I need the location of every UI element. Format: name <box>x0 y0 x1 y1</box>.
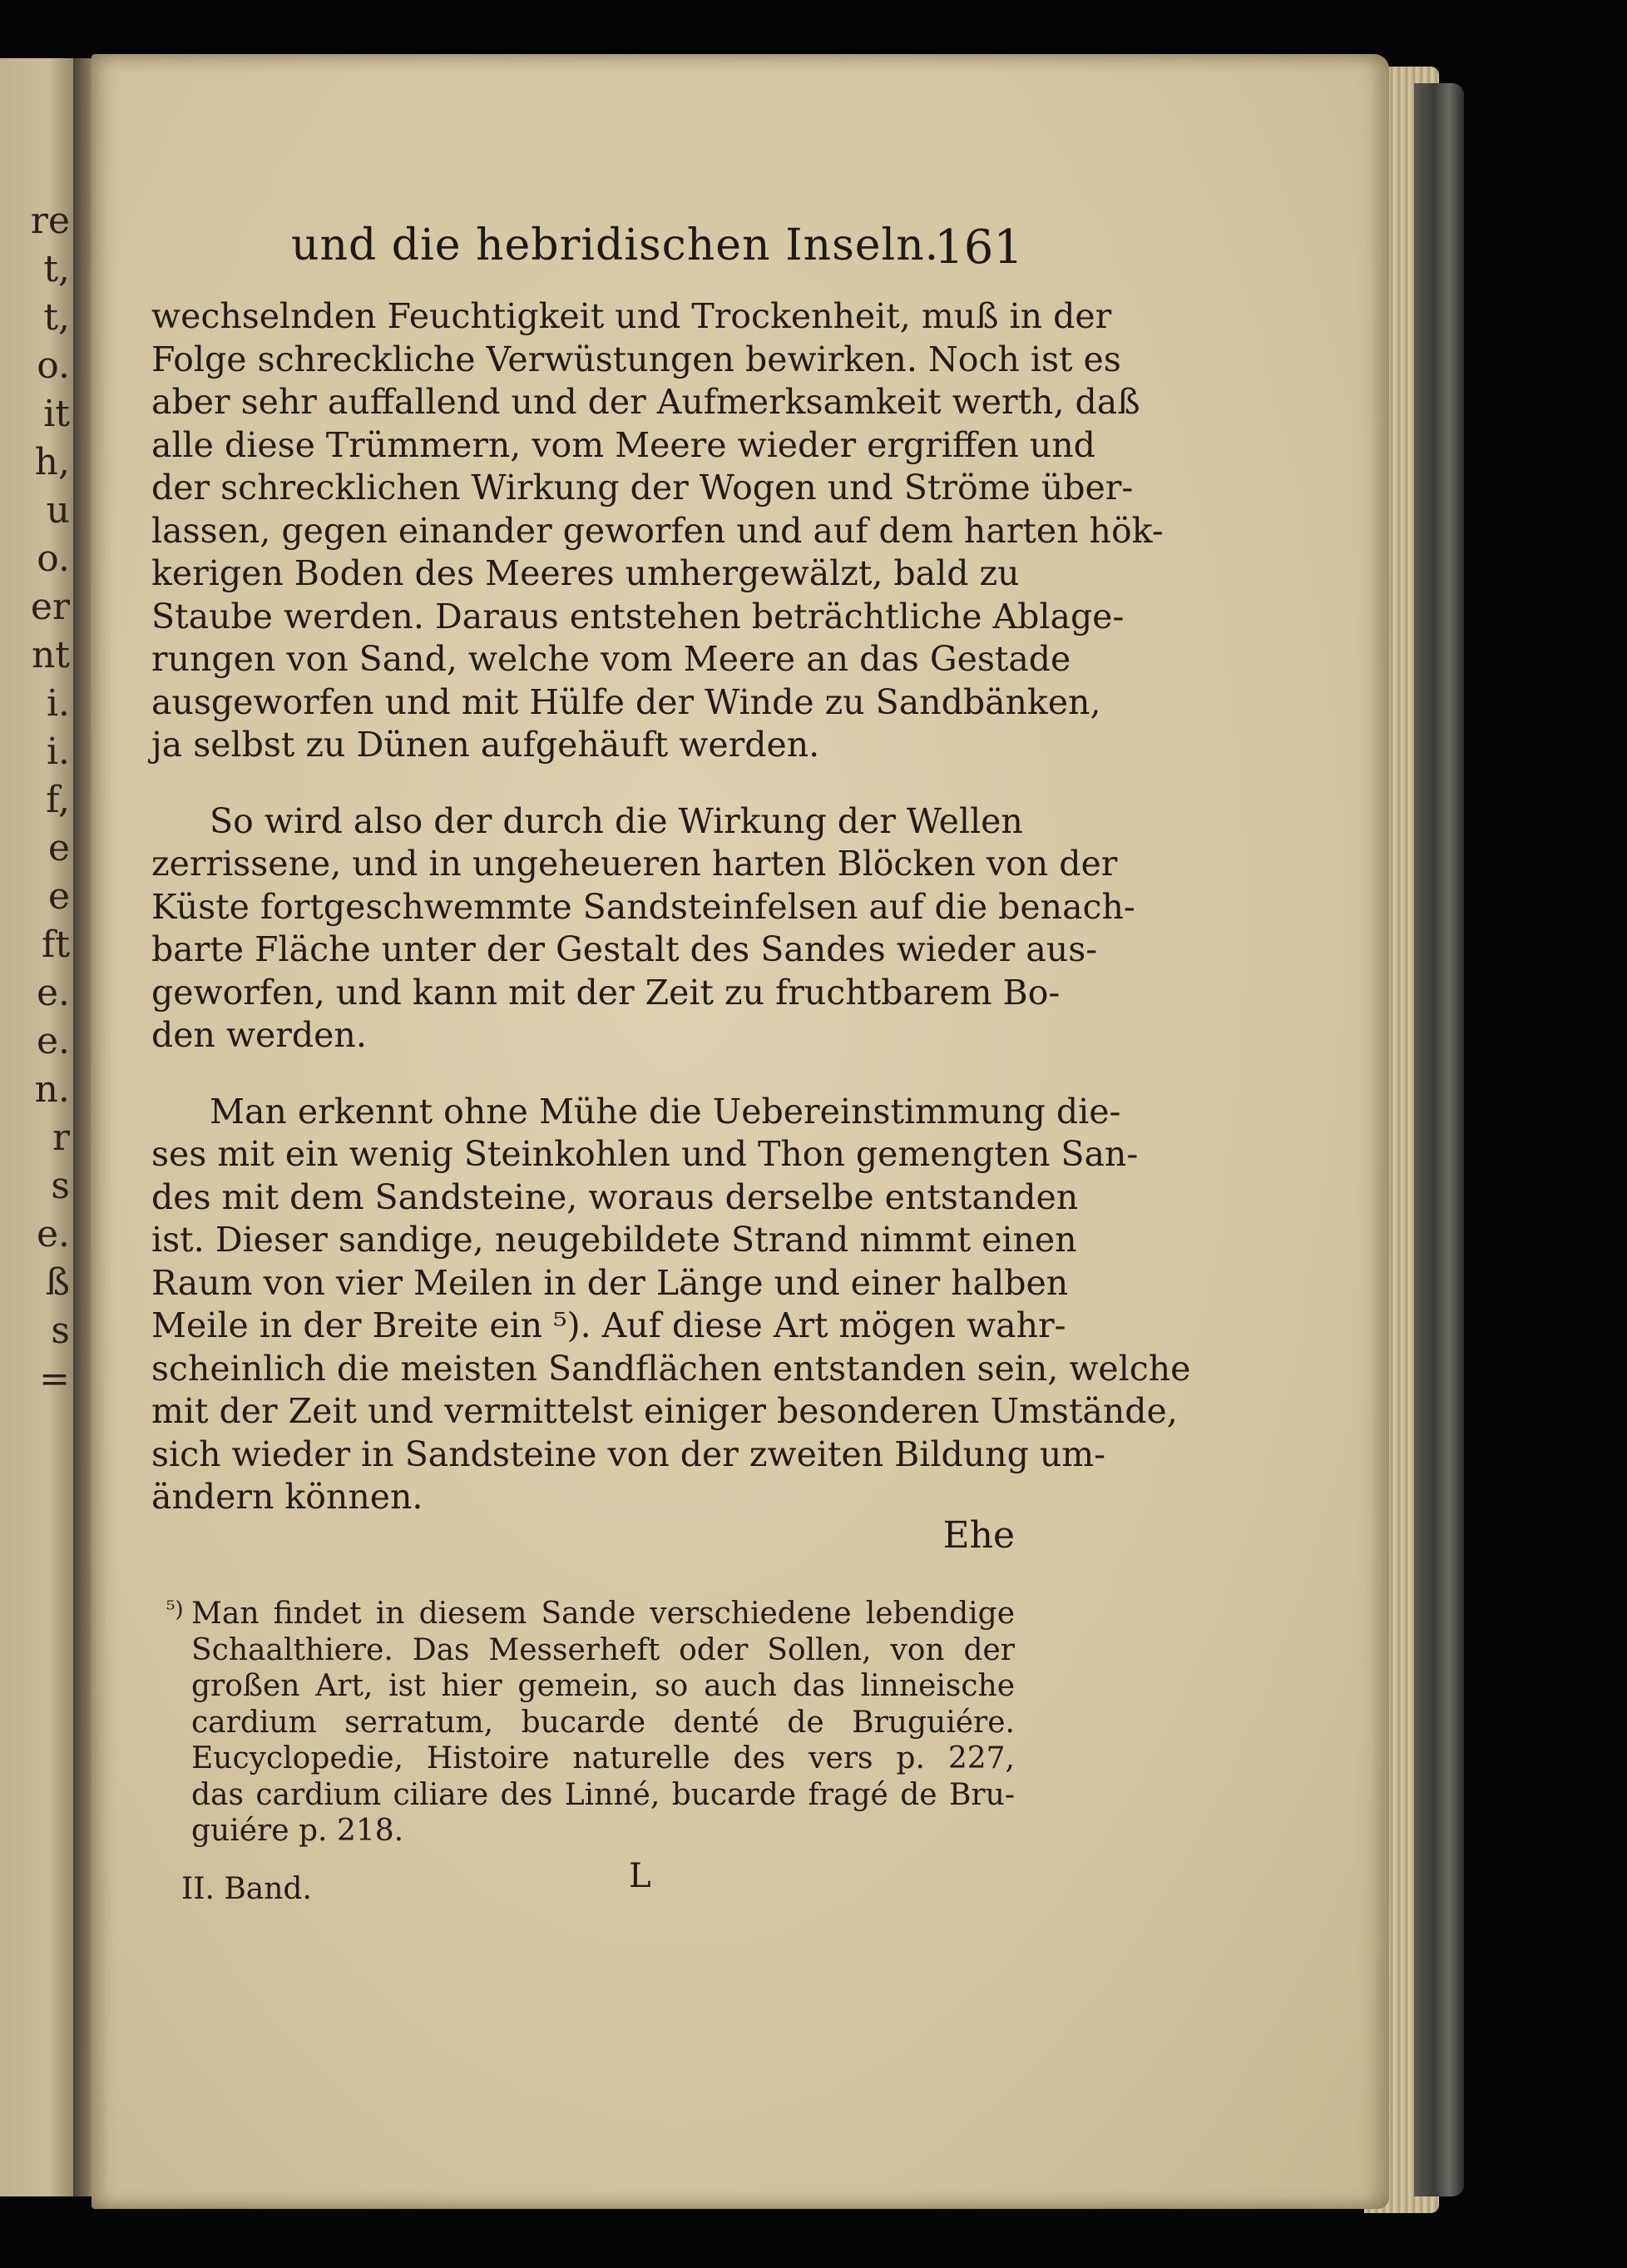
paragraph-gap <box>151 767 1016 800</box>
left-page-fragment: e. <box>36 1020 70 1062</box>
main-text <box>151 295 1191 1519</box>
book-cover-edge <box>1414 83 1464 2196</box>
left-page-fragment: n. <box>34 1068 70 1111</box>
text-line: lassen, gegen einander geworfen und auf dem harten hök- <box>151 510 1164 551</box>
text-line: Staube werden. Daraus entstehen beträchtliche Ablage- <box>151 596 1125 636</box>
text-line: alle diese Trümmern, vom Meere wieder ergriffen und <box>151 424 1095 465</box>
left-page-fragment: it <box>43 393 70 435</box>
text-line: Meile in der Breite ein ⁵). Auf diese Art mögen wahr- <box>151 1305 1066 1345</box>
footnote-line: Eucyclopedie, Histoire naturelle des vers p. 227, <box>191 1741 1015 1775</box>
left-page-fragment: nt <box>31 634 70 676</box>
signature-mark: L <box>629 1857 651 1895</box>
paragraph <box>151 295 1164 767</box>
left-page-text-fragments <box>0 58 75 2196</box>
text-line: Küste fortgeschwemmte Sandsteinfelsen auf die benach- <box>151 886 1135 927</box>
left-page-fragment: t, <box>43 296 70 339</box>
paragraph <box>151 800 1135 1057</box>
paragraph-gap <box>151 1057 1016 1091</box>
text-line: aber sehr auffallend und der Aufmerksamkeit werth, daß <box>151 382 1140 422</box>
printer-signature: II. Band. <box>181 1872 312 1906</box>
text-line: kerigen Boden des Meeres umhergewälzt, bald zu <box>151 553 1020 593</box>
text-line: ausgeworfen und mit Hülfe der Winde zu Sandbänken, <box>151 681 1101 722</box>
text-line: geworfen, und kann mit der Zeit zu fruchtbarem Bo- <box>151 972 1061 1013</box>
footnote-line: großen Art, ist hier gemein, so auch das linneische <box>191 1669 1015 1703</box>
text-line: zerrissene, und in ungeheueren harten Blöcken von der <box>151 844 1118 884</box>
footnote-line: Schaalthiere. Das Messerheft oder Sollen, von der <box>191 1632 1015 1667</box>
text-line: ja selbst zu Dünen aufgehäuft werden. <box>151 725 820 765</box>
left-page-fragment: h, <box>34 441 70 483</box>
left-page-fragment: e <box>47 827 70 869</box>
footnote <box>166 1596 1015 1850</box>
footnote-line: Man findet in diesem Sande verschiedene lebendige <box>191 1597 1015 1631</box>
footnote-line: cardium serratum, bucarde denté de Bruguiére. <box>191 1705 1015 1740</box>
text-line: mit der Zeit und vermittelst einiger besonderen Umstände, <box>151 1391 1178 1431</box>
text-line: Folge schreckliche Verwüstungen bewirken. Noch ist es <box>151 339 1121 379</box>
left-page-fragment: o. <box>37 344 70 387</box>
paragraph <box>151 1091 1191 1519</box>
left-page-fragment: f, <box>46 779 70 821</box>
text-line: ses mit ein wenig Steinkohlen und Thon gemengten San- <box>151 1134 1139 1174</box>
text-line: Raum von vier Meilen in der Länge und einer halben <box>151 1262 1069 1303</box>
text-line: des mit dem Sandsteine, woraus derselbe entstanden <box>151 1176 1079 1217</box>
text-line: sich wieder in Sandsteine von der zweiten Bildung um- <box>151 1434 1105 1474</box>
left-page-edge <box>0 58 79 2196</box>
text-line: Man erkennt ohne Mühe die Uebereinstimmung die- <box>210 1091 1121 1132</box>
left-page-fragment: e <box>47 875 70 918</box>
left-page-fragment: i. <box>46 682 70 725</box>
text-line: ändern können. <box>151 1477 423 1517</box>
text-line: barte Fläche unter der Gestalt des Sandes wieder aus- <box>151 929 1098 969</box>
footnote-line: guiére p. 218. <box>191 1814 404 1848</box>
left-page-fragment: s <box>51 1310 70 1352</box>
left-page-fragment: ft <box>42 924 70 966</box>
page-number: 161 <box>934 220 1023 275</box>
left-page-fragment: s <box>51 1165 70 1207</box>
catchword: Ehe <box>942 1514 1015 1557</box>
left-page-fragment: r <box>52 1117 70 1159</box>
left-page-fragment: e. <box>36 972 70 1014</box>
text-line: der schrecklichen Wirkung der Wogen und Ströme über- <box>151 468 1134 508</box>
text-line: wechselnden Feuchtigkeit und Trockenheit, muß in der <box>151 296 1112 336</box>
left-page-fragment: er <box>30 586 70 628</box>
left-page-fragment: u <box>46 489 70 532</box>
running-title: und die hebridischen Inseln. <box>291 220 940 270</box>
text-line: So wird also der durch die Wirkung der Wellen <box>210 800 1023 841</box>
left-page-fragment: e. <box>36 1213 70 1255</box>
left-page-fragment: re <box>30 200 70 242</box>
left-page-fragment: t, <box>43 248 70 290</box>
footnote-marker: ⁵) <box>166 1597 184 1622</box>
left-page-fragment: i. <box>46 730 70 773</box>
text-line: den werden. <box>151 1015 367 1055</box>
text-line: ist. Dieser sandige, neugebildete Strand nimmt einen <box>151 1220 1077 1260</box>
text-line: rungen von Sand, welche vom Meere an das Gestade <box>151 639 1071 679</box>
left-page-fragment: = <box>39 1358 70 1400</box>
text-line: scheinlich die meisten Sandflächen entstanden sein, welche <box>151 1348 1191 1389</box>
left-page-fragment: o. <box>37 537 70 580</box>
footnote-line: das cardium ciliare des Linné, bucarde fragé de Bru- <box>191 1777 1015 1812</box>
left-page-fragment: ß <box>45 1261 70 1304</box>
